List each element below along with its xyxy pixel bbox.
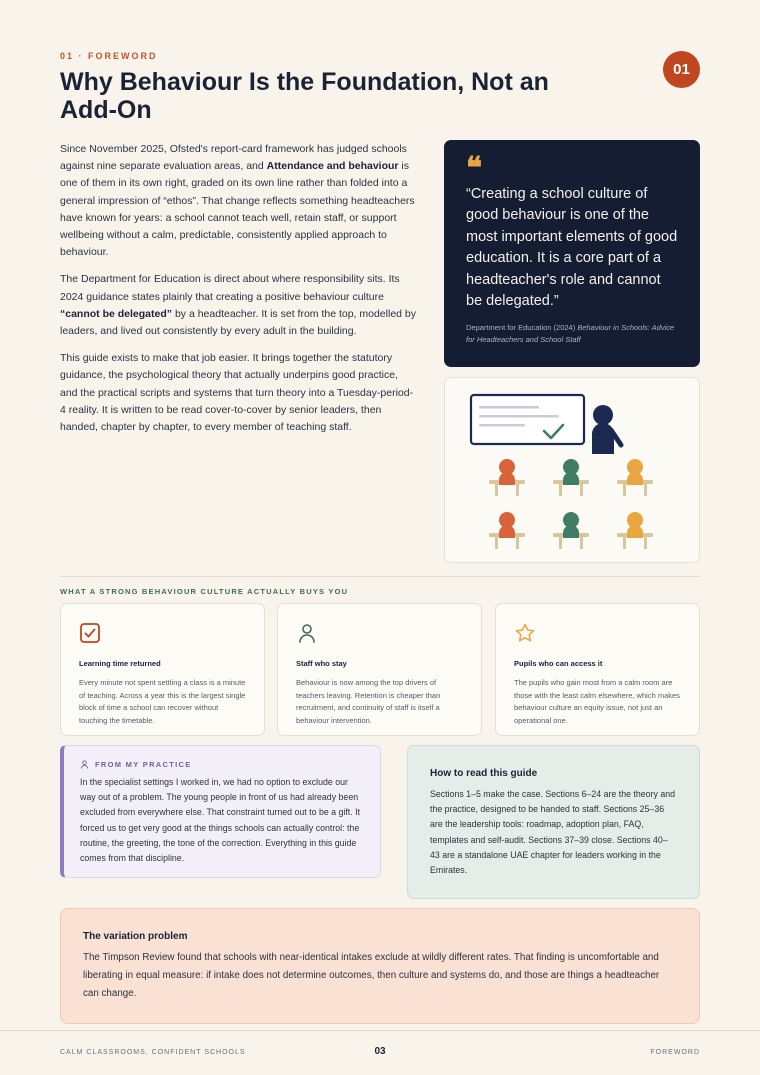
benefit-text: Every minute not spent settling a class is a minute of teaching. Across a year this is the largest single block of time a school can recover without touching the timetable. <box>79 678 246 725</box>
benefit-card-pupils <box>495 603 700 736</box>
body-text <box>60 141 416 446</box>
benefit-title: Pupils who can access it <box>514 659 603 668</box>
benefits-section-label: WHAT A STRONG BEHAVIOUR CULTURE ACTUALLY BUYS YOU <box>60 587 349 596</box>
howto-text: Sections 1–5 make the case. Sections 6–24 are the theory and the practice, designed to be handed to staff. Sections 25–36 are the leadership tools: roadmap, adoption plan, FAQ, templates and self-audit. Sections 37–39 close. Sections 40–43 are a standalone UAE chapter for leaders working in the Emirates. <box>430 789 676 876</box>
section-divider <box>60 576 700 577</box>
quote-source: Department for Education (2024) Behaviour in Schools: Advice for Headteachers and School Staff <box>466 323 675 344</box>
benefit-text: Behaviour is now among the top drivers of teachers leaving. Retention is cheaper than recruitment, and continuity of staff is itself a behaviour intervention. <box>296 678 441 725</box>
chapter-number-badge: 01 <box>663 51 700 88</box>
bold-phrase: “cannot be delegated” <box>60 307 173 320</box>
practice-label: FROM MY PRACTICE <box>80 760 364 769</box>
footer-book-title: CALM CLASSROOMS, CONFIDENT SCHOOLS <box>60 1049 246 1056</box>
quote-text: “Creating a school culture of good behaviour is one of the most important elements of good education. It is a core part of a headteacher's role and cannot be delegated.” <box>466 186 678 310</box>
paragraph-3: This guide exists to make that job easier. It brings together the statutory guidance, the psychological theory that actually underpins good practice, and the practical scripts and systems that turn theory into a Tuesday-period-4 reality. It is written to be read cover-to-cover by senior leaders, then handed, chapter by chapter, to every member of teaching staff. <box>60 352 414 434</box>
classroom-icon <box>445 378 701 564</box>
paragraph-1: Since November 2025, Ofsted's report-card framework has judged schools against nine separate evaluation areas, and Attendance and behaviour is one of them in its own right, graded on its own line rather than folded into a general impression of “ethos”. That change reflects something headteachers have known for years: a school cannot teach well, retain staff, or support wellbeing without a calm, predictable, consistently applied approach to behaviour. <box>60 143 415 259</box>
pull-quote-card <box>444 140 700 367</box>
footer-divider <box>0 1030 760 1031</box>
variation-problem-callout <box>60 908 700 1024</box>
variation-title: The variation problem <box>83 931 188 942</box>
benefit-text: The pupils who gain most from a calm room are those with the least calm elsewhere, which makes behaviour culture an equity issue, not just an operational one. <box>514 678 680 725</box>
benefit-title: Staff who stay <box>296 659 347 668</box>
quote-icon: ❝ <box>466 151 483 186</box>
benefit-title: Learning time returned <box>79 659 161 668</box>
variation-text: The Timpson Review found that schools with near-identical intakes exclude at wildly different rates. That finding is uncomfortable and liberating in equal measure: if intake does not determine outcomes, then culture and systems do, and those are things a headteacher can change. <box>83 952 660 999</box>
paragraph-2: The Department for Education is direct about where responsibility sits. Its 2024 guidance states plainly that creating a positive behaviour culture “cannot be delegated” by a headteacher. It is set from the top, modelled by leaders, and lived out consistently by every adult in the building. <box>60 273 417 338</box>
chapter-eyebrow: 01 · FOREWORD <box>60 51 158 61</box>
practice-text: In the specialist settings I worked in, we had no option to exclude our way out of a problem. The young people in front of us had already been excluded from everywhere else. That constraint turned out to be a gift. It forced us to get very good at the things schools can actually control: the routine, the greeting, the tone of the correction. Everything in this guide comes from that discipline. <box>80 777 361 864</box>
page-number: 03 <box>374 1046 386 1057</box>
how-to-read-callout <box>407 745 700 899</box>
bold-phrase: Attendance and behaviour <box>266 160 399 173</box>
person-icon <box>80 760 89 769</box>
person-icon <box>296 622 318 644</box>
howto-title: How to read this guide <box>430 768 538 779</box>
benefit-card-learning-time <box>60 603 265 736</box>
page-title: Why Behaviour Is the Foundation, Not an Add-On <box>60 68 549 124</box>
classroom-illustration <box>444 377 700 563</box>
benefit-card-staff <box>277 603 482 736</box>
from-my-practice-callout <box>60 745 381 878</box>
check-square-icon <box>79 622 101 644</box>
footer-section-name: FOREWORD <box>650 1049 700 1056</box>
star-icon <box>514 622 536 644</box>
